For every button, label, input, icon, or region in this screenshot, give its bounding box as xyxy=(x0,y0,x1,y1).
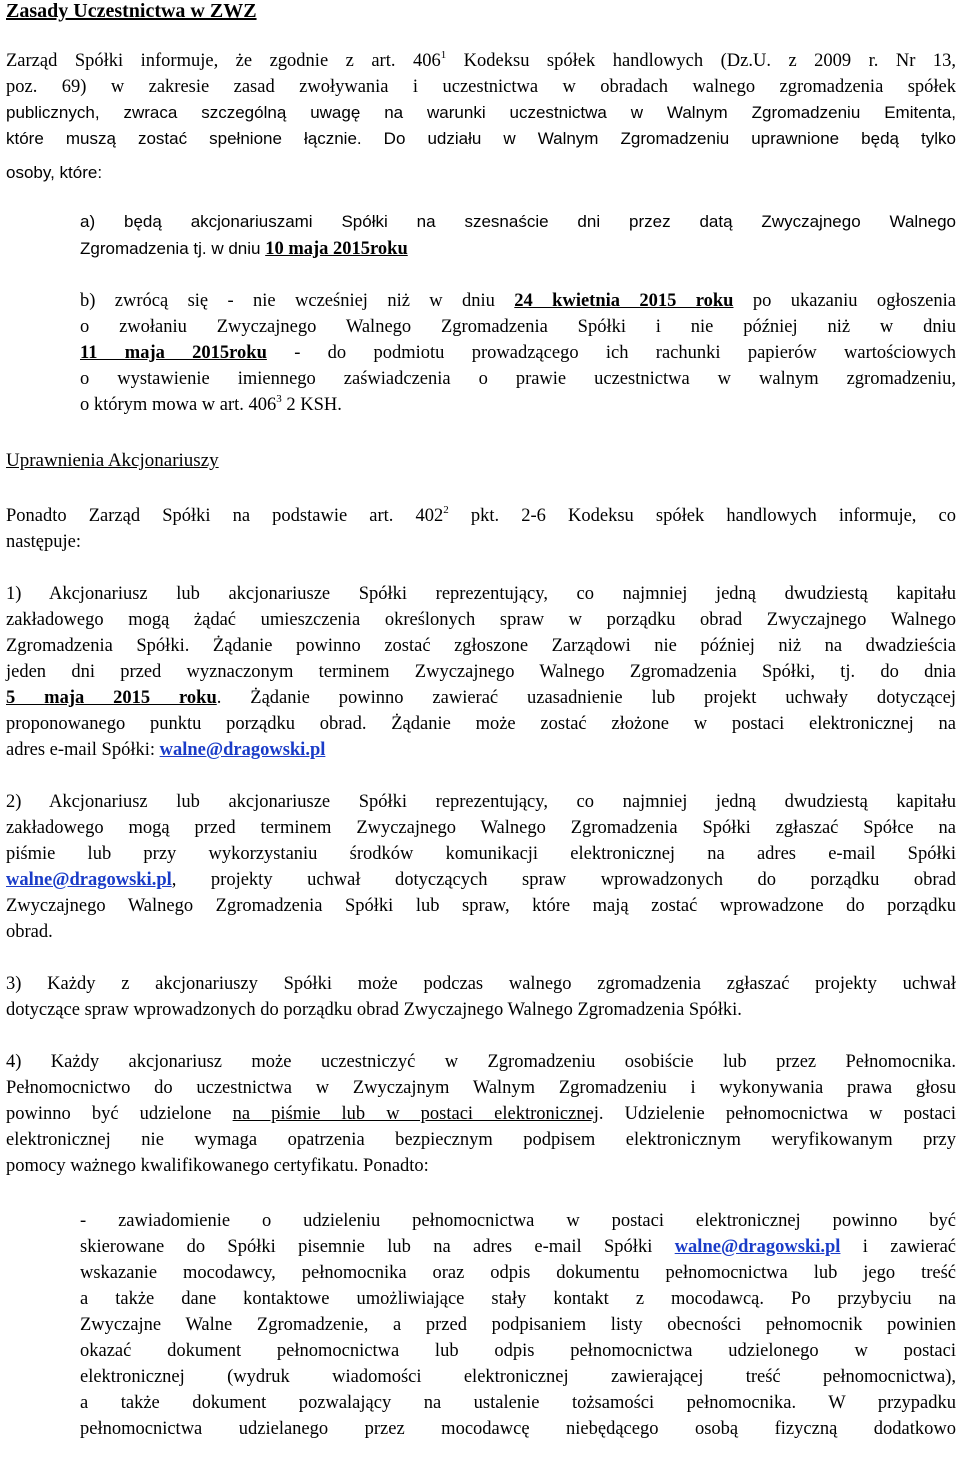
notice-text: i zawierać xyxy=(840,1237,957,1257)
point-1-line-4: jeden dni przed wyznaczonym terminem Zwyczajnego Walnego Zgromadzenia Spółki, tj. do dnia xyxy=(6,662,956,682)
point-text: . Udzielenie pełnomocnictwa w postaci xyxy=(598,1104,956,1124)
intro-line-1 xyxy=(6,48,956,74)
condition-a-line-2 xyxy=(80,236,956,262)
point-1-line-1: 1) Akcjonariusz lub akcjonariusze Spółki reprezentujący, co najmniej jedną dwudziestą kapitału xyxy=(6,584,956,604)
point-text: , projekty uchwał dotyczących spraw wprowadzonych do porządku obrad xyxy=(171,870,956,890)
notice-line-7: elektronicznej (wydruk wiadomości elektronicznej zawierającej treść pełnomocnictwa), xyxy=(80,1367,956,1387)
point-1-line-6: proponowanego punktu porządku obrad. Żądanie może zostać złożone w postaci elektronicznej na xyxy=(6,714,956,734)
point-4-line-4: elektronicznej nie wymaga opatrzenia bezpiecznym podpisem elektronicznym weryfikowanym przy xyxy=(6,1130,956,1150)
p2-line-1 xyxy=(6,503,956,529)
notice-line-1: - zawiadomienie o udzieleniu pełnomocnictwa w postaci elektronicznej powinno być xyxy=(80,1211,956,1231)
email-link[interactable]: walne@dragowski.pl xyxy=(6,870,172,890)
point-2-line-3: piśmie lub przy wykorzystaniu środków komunikacji elektronicznej na adres e-mail Spółki xyxy=(6,844,956,864)
condition-a-line-1: a) będą akcjonariuszami Spółki na szesnaście dni przez datą Zwyczajnego Walnego xyxy=(80,212,956,231)
date-10-maja: 10 maja 2015roku xyxy=(265,239,408,259)
intro-text: które muszą zostać spełnione łącznie. xyxy=(6,129,362,148)
intro-text: Kodeksu spółek handlowych (Dz.U. z 2009 r. Nr 13, xyxy=(446,51,956,71)
point-1-line-5 xyxy=(6,685,956,711)
underlined-text: na piśmie lub w postaci elektronicznej xyxy=(232,1104,599,1124)
intro-line-3: publicznych, zwraca szczególną uwagę na warunki uczestnictwa w Walnym Zgromadzeniu Emitenta, xyxy=(6,103,956,122)
condition-b-line-2: o zwołaniu Zwyczajnego Walnego Zgromadzenia Spółki i nie później niż w dniu xyxy=(80,317,956,337)
superscript: 2 xyxy=(443,503,449,516)
point-4-line-2: Pełnomocnictwo do uczestnictwa w Zwyczajnym Walnym Zgromadzeniu i wykonywania prawa głosu xyxy=(6,1078,956,1098)
email-link[interactable]: walne@dragowski.pl xyxy=(674,1237,841,1257)
email-link[interactable]: walne@dragowski.pl xyxy=(159,740,326,760)
date-11-maja: 11 maja 2015roku xyxy=(80,343,267,363)
notice-line-4: a także dane kontaktowe umożliwiające stały kontakt z mocodawcą. Po przybyciu na xyxy=(80,1289,956,1309)
condition-text: b) zwrócą się - nie wcześniej niż w dniu xyxy=(80,291,515,311)
point-text: adres e-mail Spółki: xyxy=(6,740,160,760)
heading-zasady-uczestnictwa: Zasady Uczestnictwa w ZWZ xyxy=(6,0,257,22)
point-4-line-1: 4) Każdy akcjonariusz może uczestniczyć w Zgromadzeniu osobiście lub przez Pełnomocnika. xyxy=(6,1052,956,1072)
point-2-line-5: Zwyczajnego Walnego Zgromadzenia Spółki lub spraw, które mają zostać wprowadzone do porządku xyxy=(6,896,956,916)
condition-text: 2 KSH. xyxy=(281,395,342,415)
point-3-line-2: dotyczące spraw wprowadzonych do porządku obrad Zwyczajnego Walnego Zgromadzenia Spółki. xyxy=(6,1000,742,1020)
superscript: 1 xyxy=(440,48,447,61)
p2-text: pkt. 2-6 Kodeksu spółek handlowych informuje, co xyxy=(448,506,956,526)
point-1-line-3: Zgromadzenia Spółki. Żądanie powinno zostać zgłoszone Zarządowi nie później niż na dwadzieścia xyxy=(6,636,956,656)
p2-line-2: następuje: xyxy=(6,532,82,552)
notice-line-9: pełnomocnictwa udzielanego przez mocodawcę niebędącego osobą fizyczną dodatkowo xyxy=(80,1419,956,1439)
point-1-line-2: zakładowego mogą żądać umieszczenia określonych spraw w porządku obrad Zwyczajnego Walnego xyxy=(6,610,956,630)
notice-text: skierowane do Spółki pisemnie lub na adres e-mail Spółki xyxy=(80,1237,675,1257)
condition-b-line-1 xyxy=(80,288,956,314)
condition-b-line-5 xyxy=(80,392,956,418)
point-2-line-4 xyxy=(6,867,956,893)
point-2-line-1: 2) Akcjonariusz lub akcjonariusze Spółki reprezentujący, co najmniej jedną dwudziestą kapitału xyxy=(6,792,956,812)
notice-line-6: okazać dokument pełnomocnictwa lub odpis pełnomocnictwa udzielonego w postaci xyxy=(80,1341,956,1361)
condition-b-line-3 xyxy=(80,340,956,366)
superscript: 3 xyxy=(276,392,282,405)
point-3-line-1: 3) Każdy z akcjonariuszy Spółki może podczas walnego zgromadzenia zgłaszać projekty uchwał xyxy=(6,974,956,994)
notice-line-3: wskazanie mocodawcy, pełnomocnika oraz odpis dokumentu pełnomocnictwa lub jego treść xyxy=(80,1263,956,1283)
notice-line-5: Zwyczajne Walne Zgromadzenie, a przed podpisaniem listy obecności pełnomocnik powinien xyxy=(80,1315,956,1335)
point-1-line-7 xyxy=(6,737,956,763)
condition-text: Zgromadzenia tj. w dniu xyxy=(80,239,266,258)
condition-text: - do podmiotu prowadzącego ich rachunki papierów wartościowych xyxy=(266,343,956,363)
date-5-maja: 5 maja 2015 roku xyxy=(6,688,217,708)
heading-uprawnienia-akcjonariuszy: Uprawnienia Akcjonariuszy xyxy=(6,450,219,471)
point-4-line-3 xyxy=(6,1101,956,1127)
notice-line-8: a także dokument pozwalający na ustalenie tożsamości pełnomocnika. W przypadku xyxy=(80,1393,956,1413)
intro-line-4 xyxy=(6,126,956,152)
condition-text: o którym mowa w art. 406 xyxy=(80,395,277,415)
intro-line-5: osoby, które: xyxy=(6,163,103,182)
p2-text: Ponadto Zarząd Spółki na podstawie art. 402 xyxy=(6,506,444,526)
point-text: powinno być udzielone xyxy=(6,1104,233,1124)
point-4-line-5: pomocy ważnego kwalifikowanego certyfikatu. Ponadto: xyxy=(6,1156,429,1176)
condition-b-line-4: o wystawienie imiennego zaświadczenia o prawie uczestnictwa w walnym zgromadzeniu, xyxy=(80,369,956,389)
point-2-line-6: obrad. xyxy=(6,922,53,942)
intro-text: Zarząd Spółki informuje, że zgodnie z art. 406 xyxy=(6,51,441,71)
point-text: . Żądanie powinno zawierać uzasadnienie lub projekt uchwały dotyczącej xyxy=(216,688,956,708)
condition-text: po ukazaniu ogłoszenia xyxy=(733,291,956,311)
date-24-kwietnia: 24 kwietnia 2015 roku xyxy=(514,291,734,311)
point-2-line-2: zakładowego mogą przed terminem Zwyczajnego Walnego Zgromadzenia Spółki zgłaszać Spółce na xyxy=(6,818,956,838)
intro-line-2: poz. 69) w zakresie zasad zwoływania i uczestnictwa w obradach walnego zgromadzenia spółek xyxy=(6,77,956,97)
notice-line-2 xyxy=(80,1234,956,1260)
intro-text: Do udziału w Walnym Zgromadzeniu uprawnione będą tylko xyxy=(361,129,957,148)
